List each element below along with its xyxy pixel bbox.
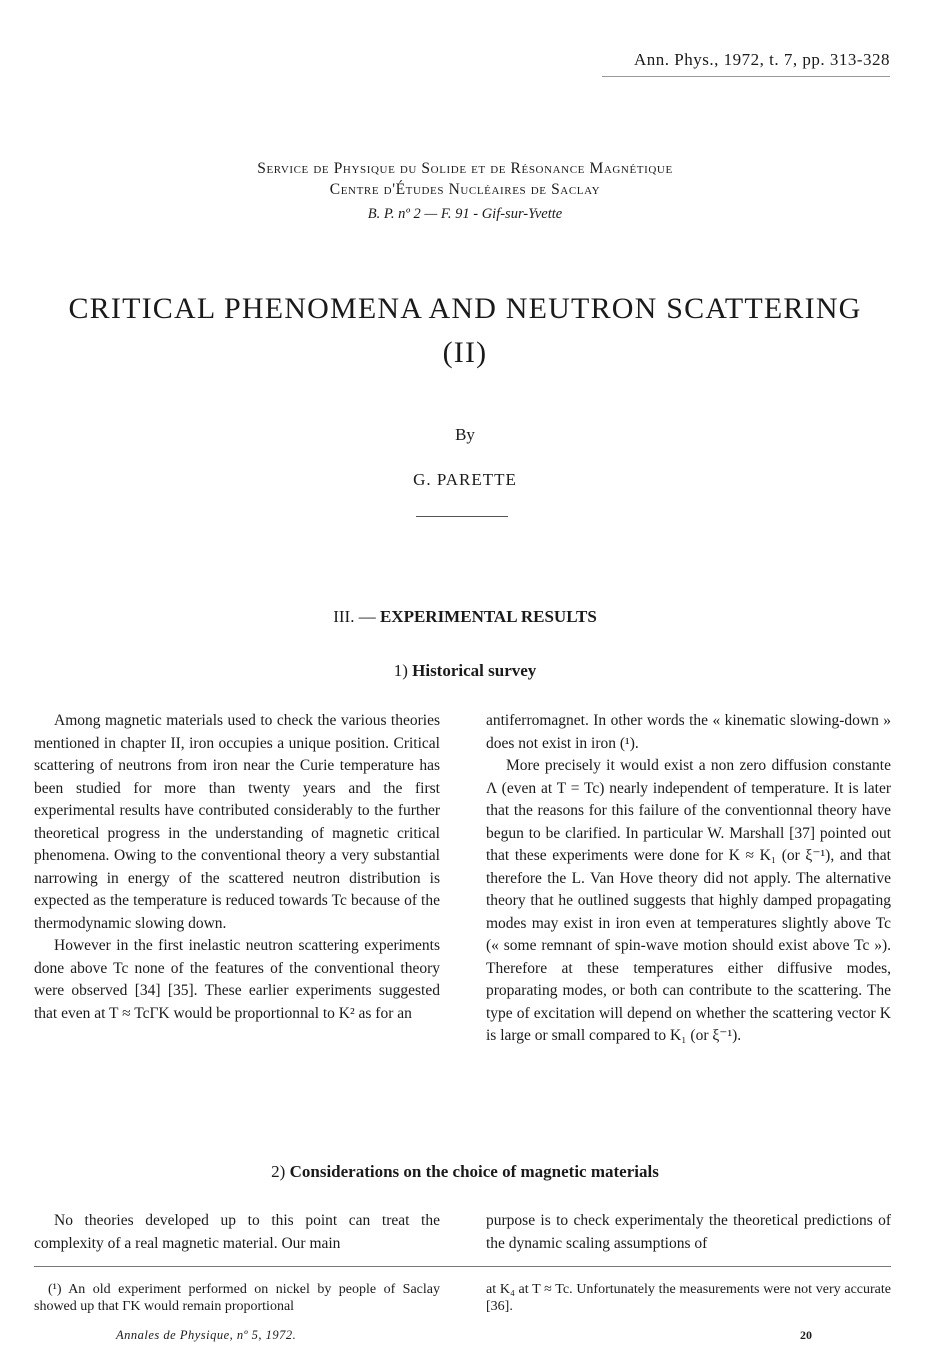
header-rule — [602, 76, 890, 77]
journal-reference: Ann. Phys., 1972, t. 7, pp. 313-328 — [634, 50, 890, 69]
paragraph: Among magnetic materials used to check the various theories mentioned in chapter II, iron occupies a unique position. Critical scattering of neutrons from iron near the Curie temperature has been studied for more than twenty years and the first experimental results have contributed considerably to the further theoretical progress in the understanding of magnetic critical phenomena. Owing to the conventional theory a very substantial narrowing in energy of the scattered neutron distribution is expected as the temperature is reduced towards Tc because of the thermodynamic slowing down. — [34, 712, 440, 932]
paragraph: However in the first inelastic neutron scattering experiments done above Tc none of the features of the conventional theory were observed [34] [35]. These earlier experiments suggested that even at T ≈ TcΓK would be proportionnal to K² as for an — [34, 937, 440, 1022]
section-title: EXPERIMENTAL RESULTS — [379, 607, 597, 626]
footnote-text: (¹) An old experiment performed on nickel by people of Saclay showed up that ΓK would remain proportional — [34, 1282, 440, 1314]
affiliation-address: B. P. nº 2 — F. 91 - Gif-sur-Yvette — [367, 206, 563, 222]
paragraph: No theories developed up to this point can treat the complexity of a real magnetic material. Our main — [34, 1212, 440, 1252]
paragraph: antiferromagnet. In other words the « kinematic slowing-down » does not exist in iron (¹). — [486, 712, 891, 752]
section-number: III. — — [333, 607, 376, 626]
subsection-2-left-column — [34, 1210, 440, 1255]
paper-title — [0, 287, 930, 375]
subsection-2-number: 2) — [271, 1162, 286, 1181]
subsection-1-heading — [0, 661, 930, 681]
footnote-text: at K₄ at T ≈ Tc. Unfortunately the measurements were not very accurate [36]. — [486, 1282, 891, 1314]
footer-page-marker: 20 — [800, 1328, 812, 1342]
subsection-1-right-column — [486, 710, 891, 1048]
byline: By — [455, 425, 475, 444]
footnote-rule — [34, 1266, 891, 1267]
author-name: G. PARETTE — [413, 470, 517, 489]
title-separator-rule — [416, 516, 508, 517]
subsection-1-left-column — [34, 710, 440, 1025]
footer-journal: Annales de Physique, nº 5, 1972. — [116, 1328, 297, 1342]
subsection-2-title: Considerations on the choice of magnetic materials — [289, 1162, 659, 1181]
affiliation-line-2: Centre d'Études Nucléaires de Saclay — [329, 181, 601, 198]
title-line-2: (II) — [442, 336, 488, 369]
affiliation-line-1: Service de Physique du Solide et de Résonance Magnétique — [257, 160, 673, 177]
paragraph: More precisely it would exist a non zero diffusion constante Λ (even at T = Tc) nearly independent of temperature. It is later that the reasons for this failure of the conventionnal theory have begun to be clarified. In particular W. Marshall [37] pointed out that these experiments were done for K ≈ K₁ (or ξ⁻¹), and that therefore the L. Van Hove theory did not apply. The alternative theory that he outlined suggests that highly damped propagating modes may exist in iron even at temperatures slightly above Tc (« some remnant of spin-wave motion should exist above Tc »). Therefore at these temperatures either diffusive modes, proparating modes, or both can contribute to the scattering. The type of excitation will depend on whether the scattering vector K is large or small compared to K₁ (or ξ⁻¹). — [486, 757, 891, 1044]
subsection-1-number: 1) — [393, 661, 408, 680]
subsection-2-right-column — [486, 1210, 891, 1255]
section-heading — [0, 607, 930, 627]
title-line-1: CRITICAL PHENOMENA AND NEUTRON SCATTERING — [68, 292, 862, 325]
paragraph: purpose is to check experimentaly the theoretical predictions of the dynamic scaling assumptions of — [486, 1212, 891, 1252]
footnote-left — [34, 1281, 440, 1315]
subsection-2-heading — [0, 1162, 930, 1182]
subsection-1-title: Historical survey — [412, 661, 537, 680]
footnote-right — [486, 1281, 891, 1315]
